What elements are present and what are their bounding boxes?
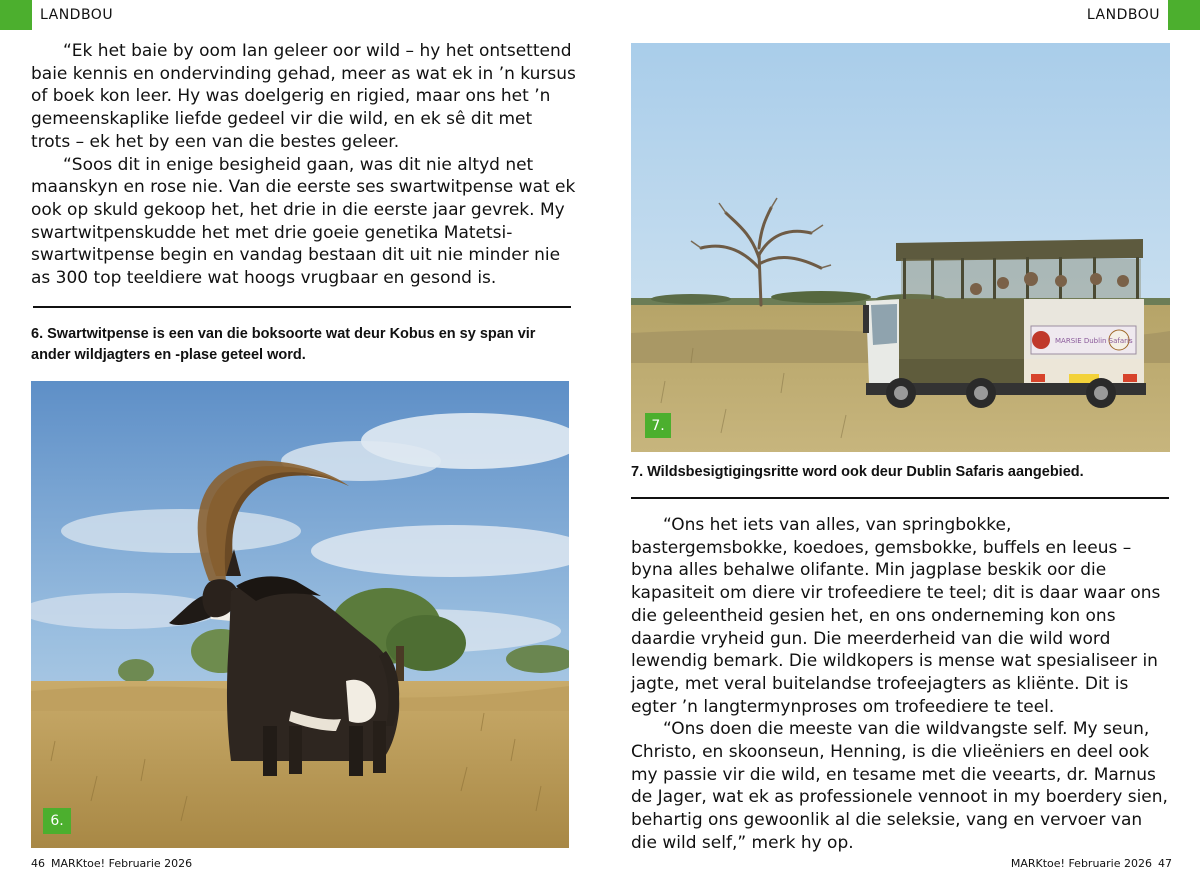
header-left — [0, 0, 121, 30]
left-paragraph-1: “Ek het baie by oom Ian geleer oor wild – hy het ontsettend baie kennis en ondervinding gehad, meer as wat ek in ’n kursus of boek kon leer. Hy was doelgerig en rigied, maar ons het ’n gemeenskaplike liefde gedeel vir die wild, en ek sê dit met trots – ek het by een van die bestes geleer. — [31, 41, 576, 152]
left-article-text — [31, 40, 576, 290]
right-article-text — [631, 514, 1171, 855]
header-green-block-right — [1168, 0, 1200, 30]
caption-divider-right — [631, 497, 1169, 499]
left-publication-name: MARKtoe! Februarie 2026 — [51, 857, 193, 870]
left-page-number: 46 — [31, 857, 45, 870]
right-page-number: 47 — [1158, 857, 1172, 870]
right-publication-name: MARKtoe! Februarie 2026 — [1010, 857, 1152, 870]
photo-6-number-badge: 6. — [43, 808, 71, 834]
photo-7-caption: 7. Wildsbesigtigingsritte word ook deur Dublin Safaris aangebied. — [631, 464, 1084, 480]
caption-divider-left — [33, 306, 571, 308]
footer-left — [31, 857, 198, 870]
header-right — [1079, 0, 1200, 30]
photo-7-number-badge: 7. — [645, 413, 671, 438]
header-green-block-left — [0, 0, 32, 30]
footer-right — [1005, 857, 1172, 870]
safari-vehicle-photo — [631, 43, 1170, 452]
right-paragraph-2: “Ons doen die meeste van die wildvangste self. My seun, Christo, en skoonseun, Henning, is die vlieëniers en deel ook my passie vir die wild, en tesame met die veearts, dr. Marnus de Jager, wat ek as professionele vennoot in my boerdery sien, behartig ons gewoonlik al die seleksie, vang en vervoer van die wild self,” merk hy op. — [631, 719, 1168, 853]
photo-6-caption: 6. Swartwitpense is een van die boksoorte wat deur Kobus en sy span vir ander wildjagters en -plase geteel word. — [31, 326, 536, 363]
section-label-right: LANDBOU — [1086, 7, 1160, 23]
right-paragraph-1: “Ons het iets van alles, van springbokke, bastergemsbokke, koedoes, gemsbokke, buffels en leeus – byna alles behalwe olifante. Min jagplase beskik oor die kapasiteit om diere vir trofeediere te teel; dit is daar waar ons die geleentheid gesien het, en ons onderneming kon ons daardie vryheid gun. Die meerderheid van die wild word lewendig bemark. Die wildkopers is mense wat spesialiseer in jagte, met veral buitelandse trofeejagters as kliënte. Dit is egter ’n langtermynproses om trofeediere te teel. — [631, 515, 1161, 717]
left-paragraph-2: “Soos dit in enige besigheid gaan, was dit nie altyd net maanskyn en rose nie. Van die eerste ses swartwitpense wat ek ook op skuld gekoop het, het drie in die eerste jaar gevrek. My swartwitpenskudde het met drie goeie genetika Matetsi-swartwitpense begin en vandag bestaan dit uit nie minder nie as 300 top teeldiere wat hoogs vrugbaar en gesond is. — [31, 154, 576, 289]
sable-antelope-photo — [31, 381, 569, 848]
vehicle-sign-text: MARSIE Dublin Safaris — [1055, 337, 1133, 345]
section-label-left: LANDBOU — [40, 7, 114, 23]
